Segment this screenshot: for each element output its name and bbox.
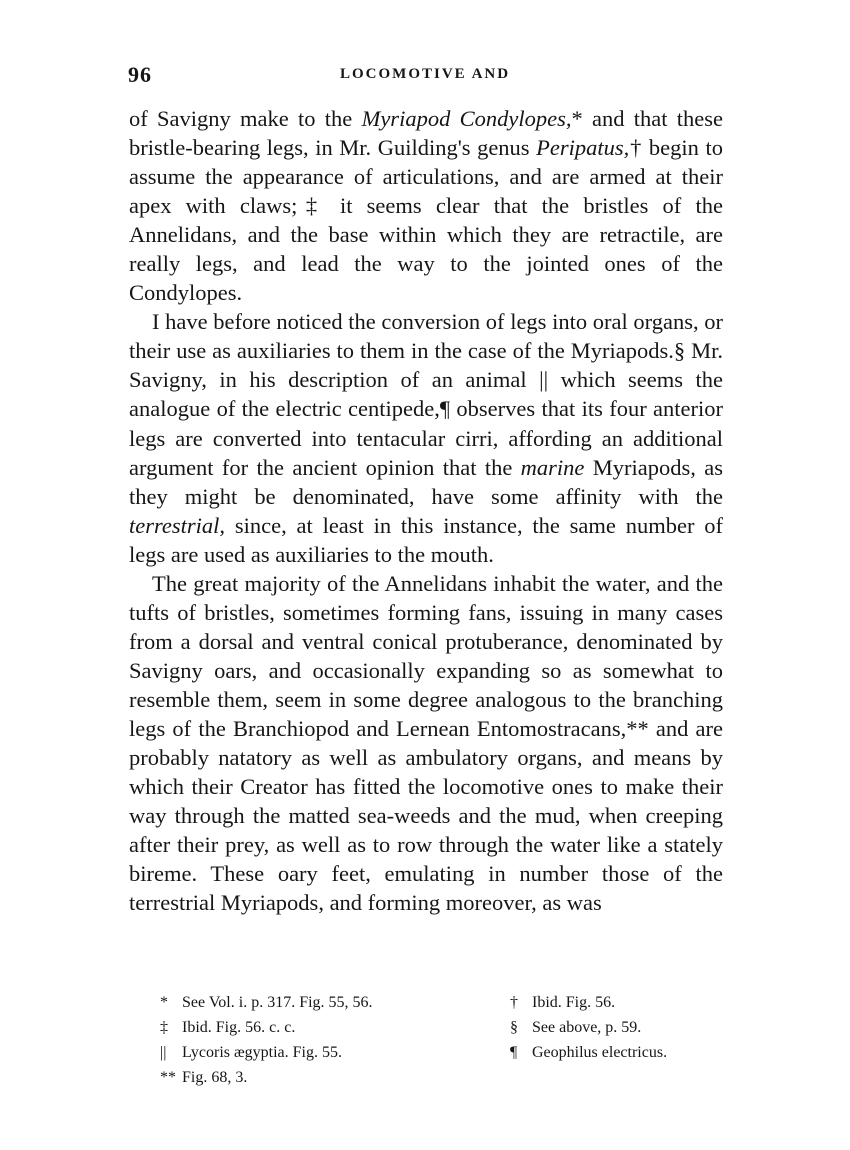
text-segment: The great majority of the Annelidans inhabit the water, and the tufts of bristles, sometimes forming fans, issuing in many cases from a dorsal and ventral conical protuberance, denominated by Savigny oars, and occasionally expanding so as somewhat to resemble them, seem in some degree analogous to the branching legs of the Branchiopod and Lernean Entomostracans,** and are probably natatory as well as ambulatory organs, and means by which their Creator has fitted the locomotive ones to make their way through the matted sea-weeds and the mud, when creeping after their prey, as well as to row through the water like a stately bireme. These oary feet, emulating in number those of the terrestrial Myriapods, and forming moreover, as was	[129, 570, 723, 916]
footnote-mark: †	[510, 994, 518, 1011]
footnote-mark: ‡	[160, 1019, 168, 1036]
text-segment: since, at least in this instance, the same number of legs are used as auxiliaries to the mouth.	[129, 512, 723, 567]
footnote-mark: ||	[160, 1044, 167, 1061]
footnote	[510, 990, 615, 1015]
footnote-text: Geophilus electricus.	[532, 1044, 668, 1061]
footnote-text: Fig. 68, 3.	[182, 1069, 248, 1086]
footnote-row	[150, 1015, 725, 1040]
footnote-row	[150, 990, 725, 1015]
paragraph	[129, 307, 723, 568]
footnote-mark: §	[510, 1019, 518, 1036]
footnote-text: Lycoris ægyptia. Fig. 55.	[182, 1044, 342, 1061]
text-segment: Myriapods, as they might be denominated, have some affinity with the	[129, 454, 723, 509]
footnote	[160, 1065, 247, 1090]
footnote	[160, 1040, 342, 1065]
body-text	[129, 104, 723, 917]
footnote-mark: ¶	[510, 1044, 518, 1061]
italic-text: terrestrial,	[129, 512, 226, 538]
italic-text: Peripatus,	[536, 135, 630, 161]
text-segment: * and that these bristle-bearing legs, in Mr. Guilding's genus	[129, 106, 723, 161]
footnote	[160, 1015, 295, 1040]
text-segment: of Savigny make to the	[129, 106, 362, 131]
italic-text: marine	[520, 454, 585, 480]
footnote-mark: *	[160, 994, 168, 1011]
paragraph	[129, 104, 723, 307]
page-header	[128, 62, 728, 90]
footnote	[160, 990, 373, 1015]
footnote-text: Ibid. Fig. 56.	[532, 994, 616, 1011]
footnote-text: Ibid. Fig. 56. c. c.	[182, 1019, 296, 1036]
footnotes	[150, 990, 725, 1090]
text-segment: I have before noticed the conversion of legs into oral organs, or their use as auxiliaries to them in the case of the Myriapods.§ Mr. Savigny, in his description of an animal || which seems the analogue of the electric centipede,¶ observes that its four anterior legs are converted into tentacular cirri, affording an additional argument for the ancient opinion that the	[129, 309, 723, 480]
footnote-text: See above, p. 59.	[532, 1019, 642, 1036]
text-segment: † begin to assume the appearance of articulations, and are armed at their apex with claws;‡ it seems clear that the bristles of the Annelidans, and the base within which they are retractile, are really legs, and lead the way to the jointed ones of the Condylopes.	[129, 135, 723, 306]
footnote-text: See Vol. i. p. 317. Fig. 55, 56.	[182, 994, 373, 1011]
page-number: 96	[128, 62, 152, 87]
running-title: LOCOMOTIVE AND	[340, 66, 511, 82]
footnote-row	[150, 1065, 725, 1090]
footnote-mark: **	[160, 1069, 176, 1086]
footnote-row	[150, 1040, 725, 1065]
footnote	[510, 1040, 667, 1065]
footnote	[510, 1015, 641, 1040]
italic-text: Myriapod Condylopes,	[361, 106, 572, 131]
paragraph	[129, 569, 723, 918]
